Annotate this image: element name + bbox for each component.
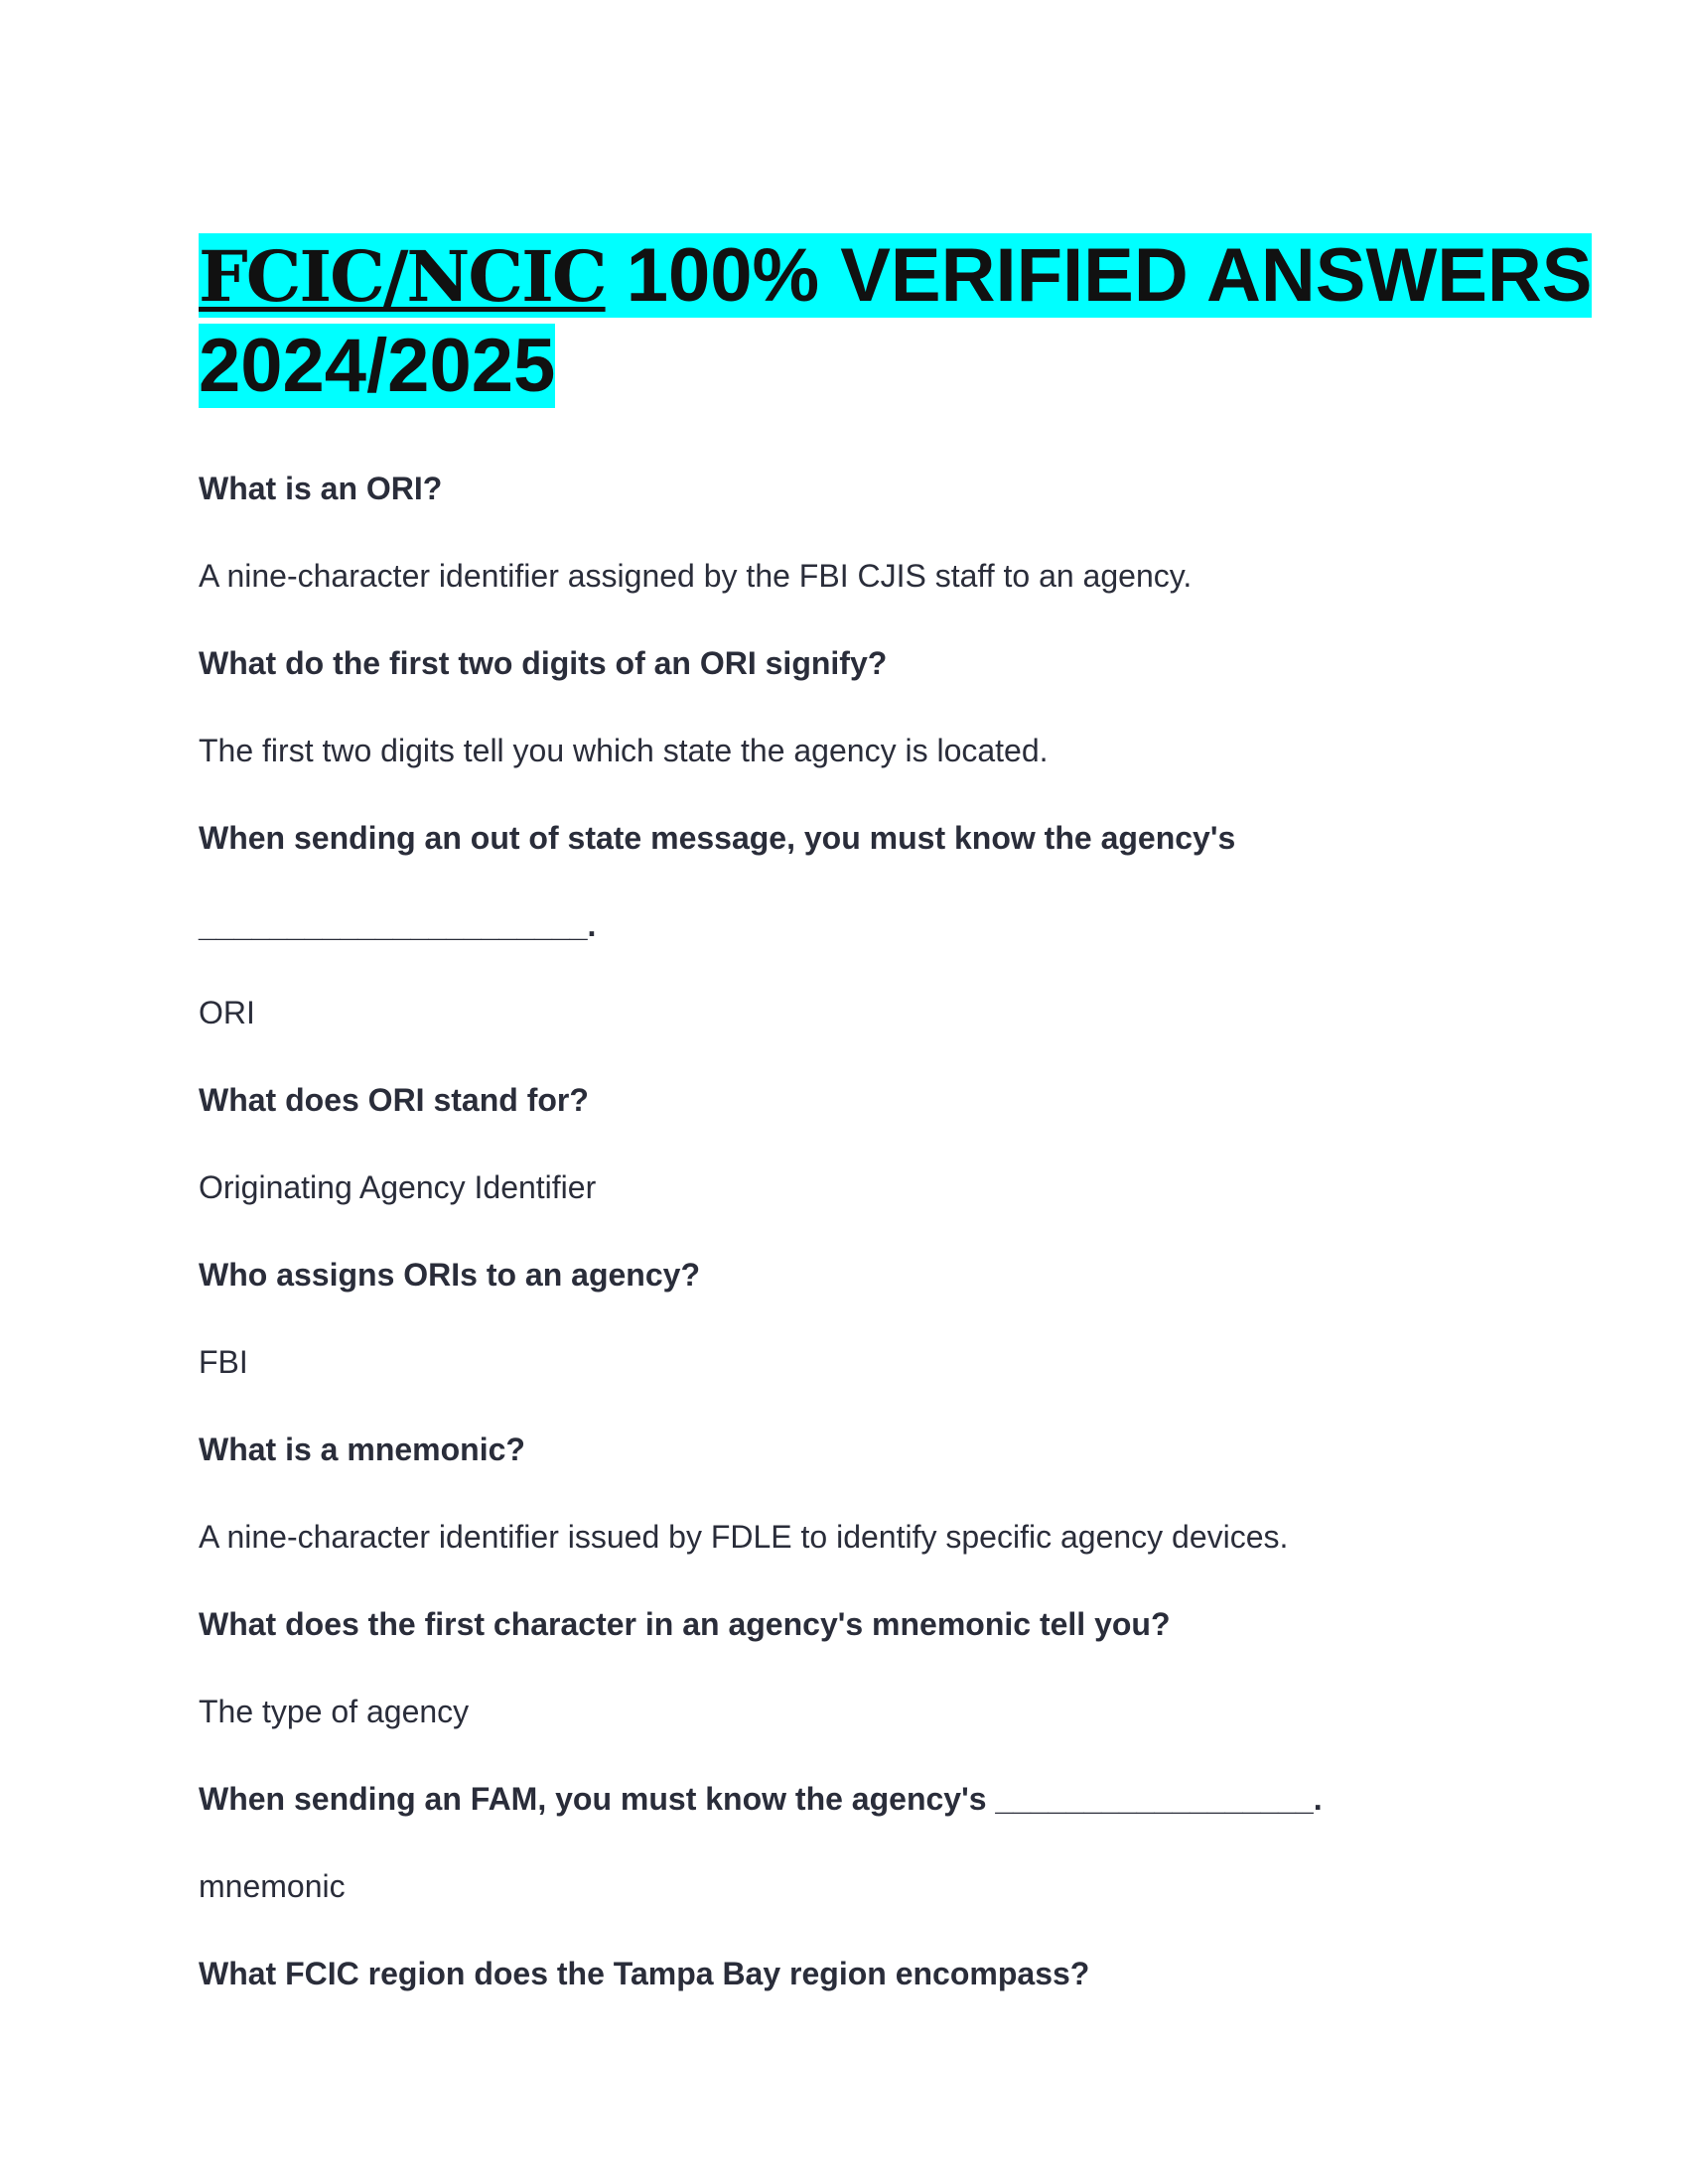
question-9: What FCIC region does the Tampa Bay region encompass? bbox=[199, 1956, 1090, 1991]
document-title bbox=[199, 231, 1688, 411]
question-8: When sending an FAM, you must know the agency's __________________. bbox=[199, 1781, 1323, 1817]
answer-6: A nine-character identifier issued by FDLE to identify specific agency devices. bbox=[199, 1519, 1289, 1555]
answer-3: ORI bbox=[199, 995, 255, 1030]
answer-1: A nine-character identifier assigned by the FBI CJIS staff to an agency. bbox=[199, 558, 1193, 594]
answer-5: FBI bbox=[199, 1344, 248, 1380]
answer-7: The type of agency bbox=[199, 1694, 470, 1729]
question-3-line-1: When sending an out of state message, you must know the agency's bbox=[199, 820, 1236, 856]
question-1: What is an ORI? bbox=[199, 471, 443, 506]
answer-2: The first two digits tell you which state the agency is located. bbox=[199, 733, 1049, 768]
question-5: Who assigns ORIs to an agency? bbox=[199, 1257, 700, 1293]
title-text: 100% VERIFIED ANSWERS 2024/2025 bbox=[199, 233, 1593, 408]
question-4: What does ORI stand for? bbox=[199, 1082, 589, 1118]
qa-list bbox=[199, 445, 1509, 2017]
answer-8: mnemonic bbox=[199, 1868, 346, 1904]
title-acronym: FCIC/NCIC bbox=[199, 235, 606, 318]
question-2: What do the first two digits of an ORI signify? bbox=[199, 645, 888, 681]
question-6: What is a mnemonic? bbox=[199, 1432, 525, 1467]
question-7: What does the first character in an agency's mnemonic tell you? bbox=[199, 1606, 1171, 1642]
answer-4: Originating Agency Identifier bbox=[199, 1169, 597, 1205]
question-3-line-2: ______________________. bbox=[199, 907, 597, 943]
